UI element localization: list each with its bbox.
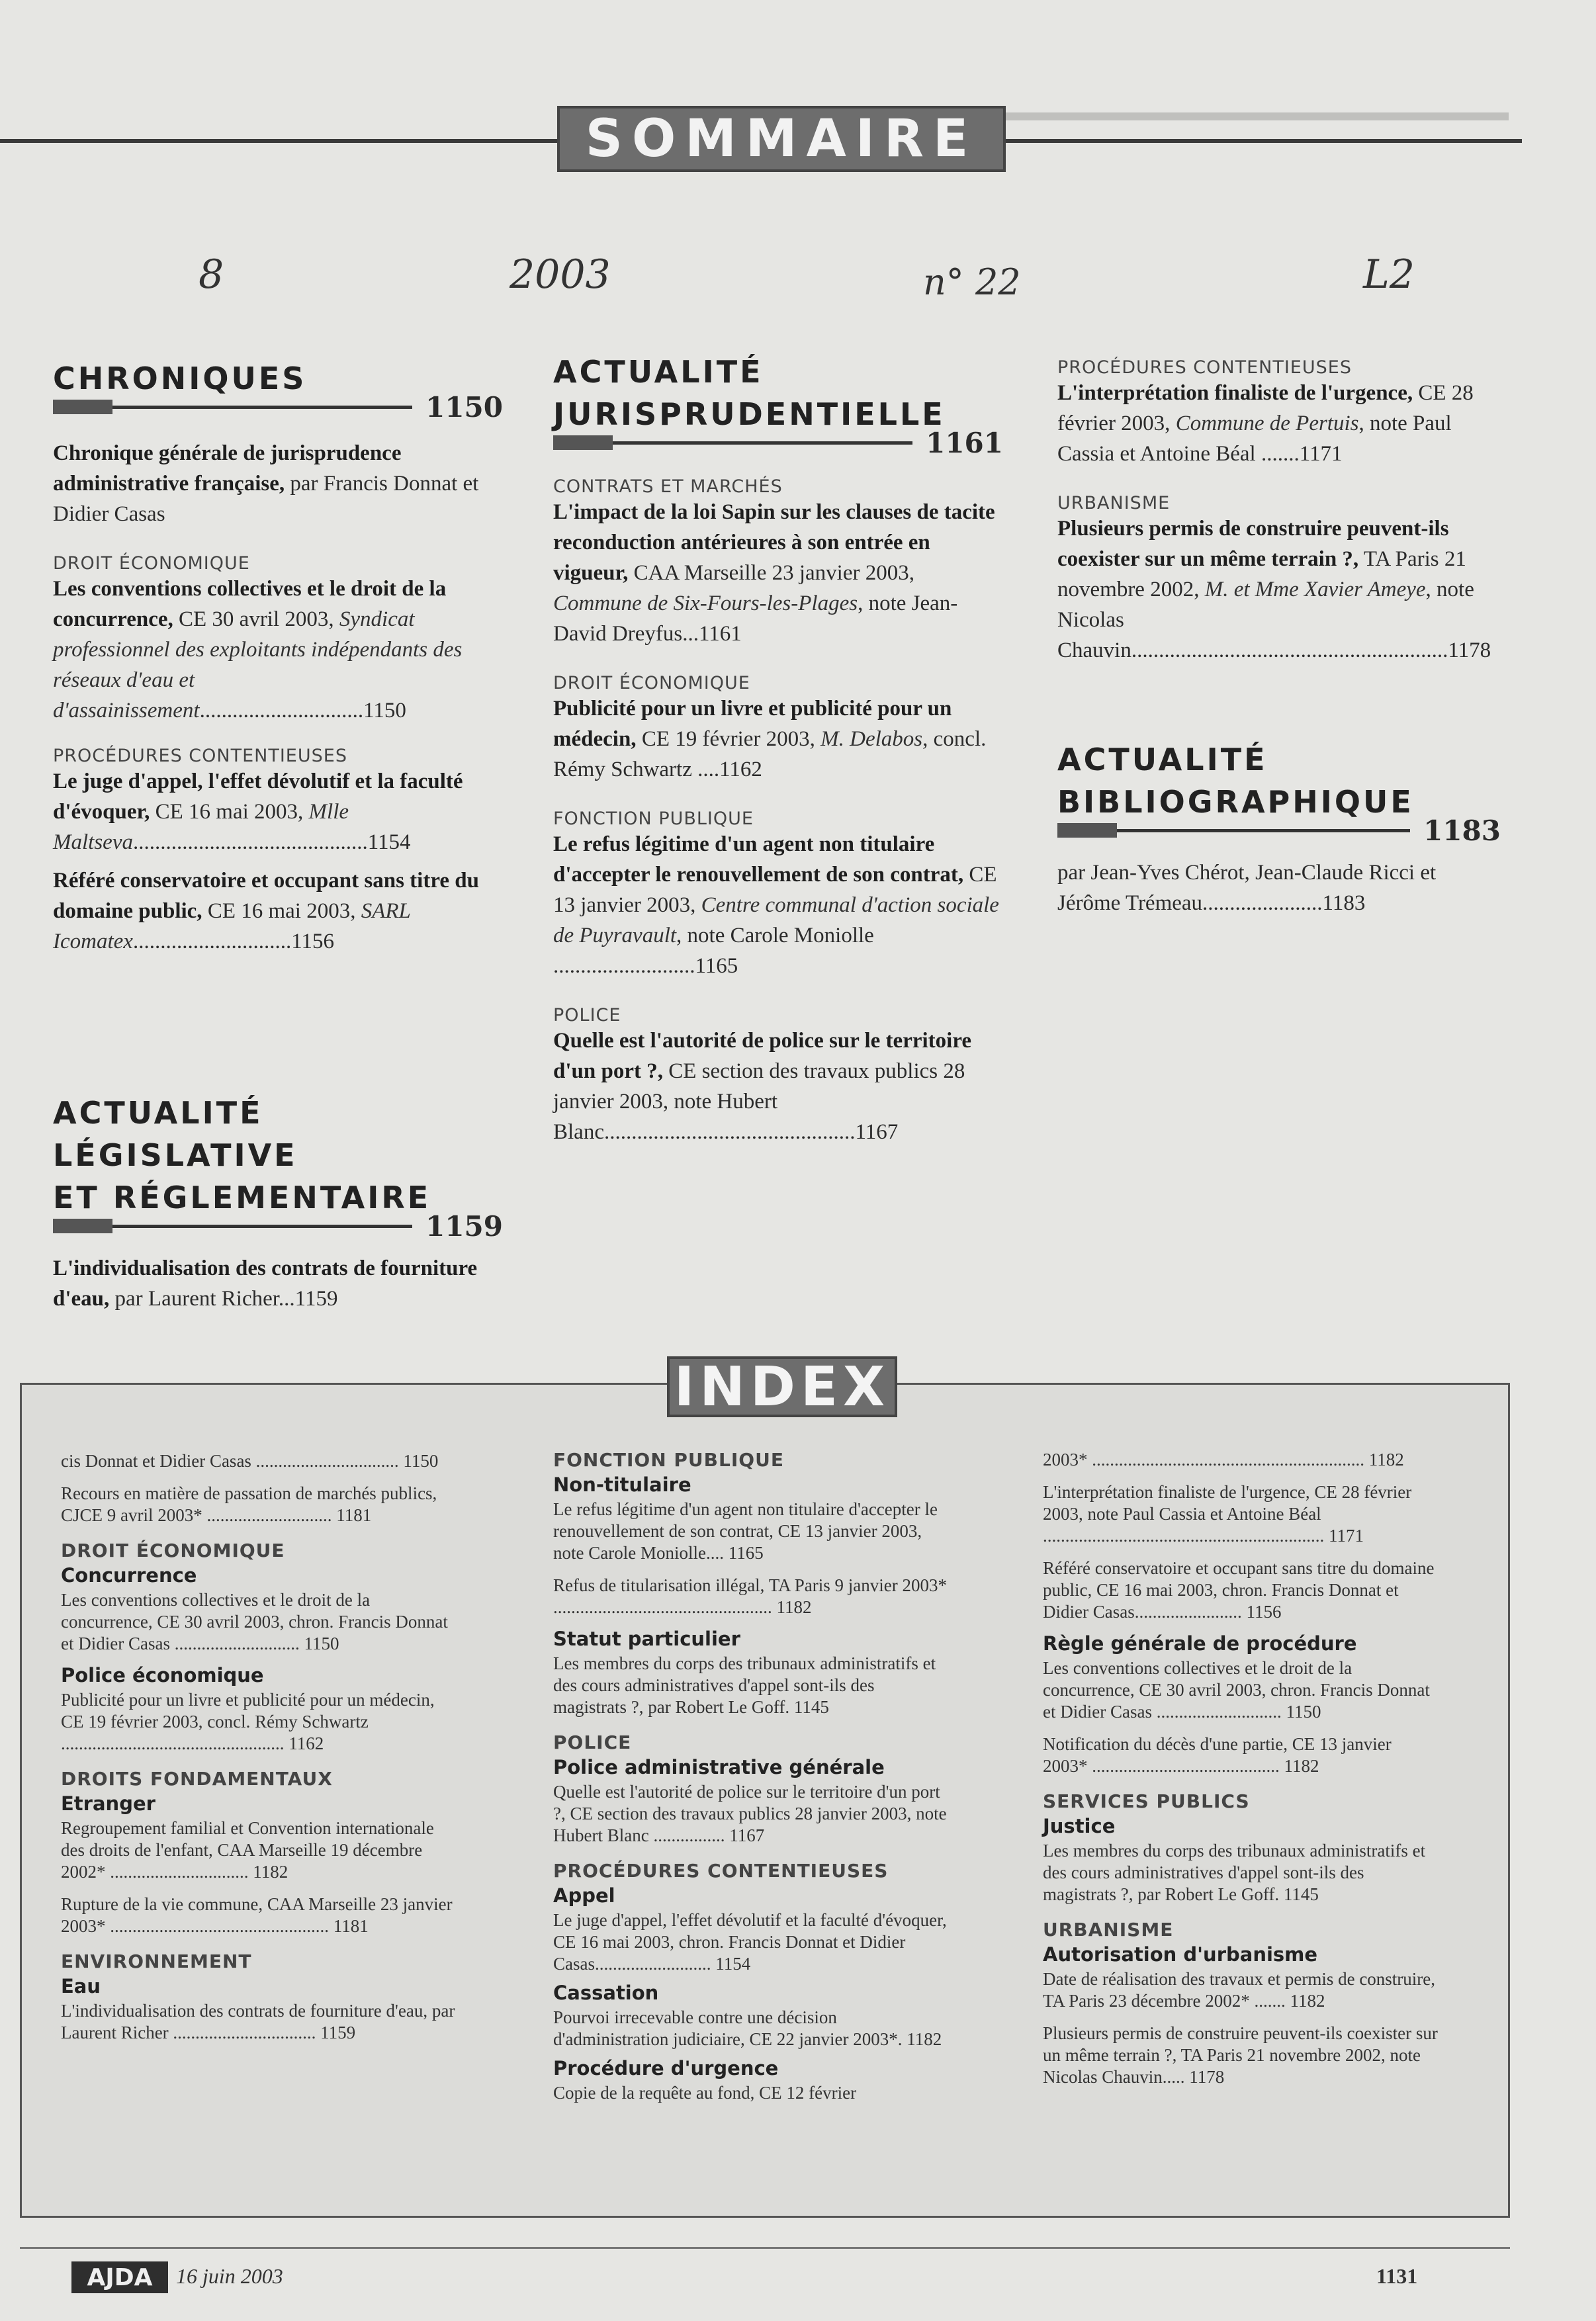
column-chroniques	[53, 357, 503, 957]
index-entry: Pourvoi irrecevable contre une décision d'administration judiciaire, CE 22 janvier 2003*. 1182	[553, 2007, 942, 2049]
footer-date: 16 juin 2003	[176, 2264, 283, 2288]
category-contrats: CONTRATS ET MARCHÉS	[553, 476, 783, 497]
heading-jurisprudentielle-1: ACTUALITÉ	[553, 354, 764, 390]
index-entry: Les membres du corps des tribunaux administratifs et des cours administratives d'appel sont-ils des magistrats ?, par Robert Le Goff. 1145	[1043, 1841, 1426, 1904]
category-droit-economique: DROIT ÉCONOMIQUE	[553, 673, 750, 693]
index-entry: Date de réalisation des travaux et permis de construire, TA Paris 23 décembre 2002* ....... 1182	[1043, 1969, 1436, 2011]
index-subheading: Non-titulaire	[553, 1473, 691, 1496]
handwritten-number: n° 22	[923, 261, 1021, 303]
index-entry: Publicité pour un livre et publicité pour un médecin, CE 19 février 2003, concl. Rémy Schwartz .................................................. 1162	[61, 1690, 435, 1753]
entry-loi-sapin: L'impact de la loi Sapin sur les clauses de tacite reconduction antérieures à son entrée en vigueur, CAA Marseille 23 janvier 2003, Commune de Six-Fours-les-Plages, note Jean-David Dreyfus...1161	[553, 500, 995, 646]
ajda-logo: AJDA	[71, 2261, 168, 2293]
header-rule-faint	[1006, 112, 1509, 120]
index-subheading: Police économique	[61, 1664, 264, 1686]
index-entry: Les membres du corps des tribunaux administratifs et des cours administratives d'appel sont-ils des magistrats ?, par Robert Le Goff. 1145	[553, 1653, 936, 1717]
index-category: PROCÉDURES CONTENTIEUSES	[553, 1860, 889, 1882]
index-subheading: Appel	[553, 1884, 615, 1907]
column-legislative	[53, 1092, 503, 1314]
index-subheading: Règle générale de procédure	[1043, 1632, 1357, 1655]
index-entry: Refus de titularisation illégal, TA Paris 9 janvier 2003* ................................................. 1182	[553, 1575, 947, 1617]
index-subheading: Concurrence	[61, 1564, 197, 1587]
entry-conventions: Les conventions collectives et le droit de la concurrence, CE 30 avril 2003, Syndicat professionnel des exploitants indépendants des réseaux d'eau et d'assainissement..............................1150	[53, 577, 463, 723]
index-banner	[667, 1356, 897, 1417]
index-category: FONCTION PUBLIQUE	[553, 1449, 784, 1471]
index-subheading: Statut particulier	[553, 1628, 740, 1650]
index-entry: Regroupement familial et Convention internationale des droits de l'enfant, CAA Marseille 19 décembre 2002* ............................... 1182	[61, 1818, 434, 1882]
index-entry: 2003* ............................................................. 1182	[1043, 1450, 1404, 1469]
index-entry: Plusieurs permis de construire peuvent-ils coexister sur un même terrain ?, TA Paris 21 novembre 2002, note Nicolas Chauvin..... 1178	[1043, 2023, 1438, 2087]
column-jurisprudentielle	[553, 351, 1003, 1147]
entry-bibliographie: par Jean-Yves Chérot, Jean-Claude Ricci et Jérôme Trémeau......................1183	[1057, 861, 1437, 915]
index-entry: L'individualisation des contrats de fourniture d'eau, par Laurent Richer ................................ 1159	[61, 2001, 455, 2042]
category-procedures: PROCÉDURES CONTENTIEUSES	[53, 746, 347, 766]
category-droit-economique: DROIT ÉCONOMIQUE	[53, 553, 250, 574]
entry-refus-legitime: Le refus légitime d'un agent non titulaire d'accepter le renouvellement de son contrat, CE 13 janvier 2003, Centre communal d'action sociale de Puyravault, note Carole Moniolle ..........................1165	[553, 832, 999, 978]
heading-bibliographique-1: ACTUALITÉ	[1057, 742, 1268, 777]
index-entry: Rupture de la vie commune, CAA Marseille 23 janvier 2003* ................................................. 1181	[61, 1894, 453, 1936]
index-entry: Le refus légitime d'un agent non titulaire d'accepter le renouvellement de son contrat, CE 13 janvier 2003, note Carole Moniolle.... 1165	[553, 1499, 938, 1563]
heading-bibliographique-2: BIBLIOGRAPHIQUE	[1057, 784, 1414, 820]
category-fonction-publique: FONCTION PUBLIQUE	[553, 809, 754, 829]
index-category: SERVICES PUBLICS	[1043, 1790, 1250, 1812]
index-entry: Recours en matière de passation de marchés publics, CJCE 9 avril 2003* ............................ 1181	[61, 1483, 437, 1525]
section-page: 1159	[425, 1209, 503, 1243]
entry-individualisation: L'individualisation des contrats de fourniture d'eau, par Laurent Richer...1159	[53, 1256, 478, 1311]
column-three	[1057, 357, 1501, 918]
entry-refere: Référé conservatoire et occupant sans titre du domaine public, CE 16 mai 2003, SARL Icomatex.............................1156	[53, 869, 479, 953]
index-category: DROIT ÉCONOMIQUE	[61, 1540, 285, 1561]
entry-publicite: Publicité pour un livre et publicité pour un médecin, CE 19 février 2003, M. Delabos, concl. Rémy Schwartz ....1162	[553, 697, 987, 781]
category-procedures: PROCÉDURES CONTENTIEUSES	[1057, 357, 1352, 378]
index-entry: Référé conservatoire et occupant sans titre du domaine public, CE 16 mai 2003, chron. Francis Donnat et Didier Casas........................ 1156	[1043, 1558, 1435, 1622]
index-subheading: Justice	[1043, 1815, 1116, 1837]
heading-legislative-2: ET RÉGLEMENTAIRE	[53, 1180, 431, 1215]
index-entry: Les conventions collectives et le droit de la concurrence, CE 30 avril 2003, chron. Francis Donnat et Didier Casas ............................ 1150	[1043, 1658, 1430, 1722]
category-police: POLICE	[553, 1005, 621, 1026]
handwritten-year: 2003	[510, 251, 611, 298]
heading-rule	[553, 426, 1003, 459]
footer-page-number: 1131	[1376, 2264, 1418, 2288]
sommaire-banner	[557, 106, 1006, 172]
index-category: URBANISME	[1043, 1919, 1174, 1941]
index-title: INDEX	[674, 1355, 891, 1419]
index-subheading: Police administrative générale	[553, 1756, 885, 1778]
index-column-2	[553, 1449, 950, 2104]
section-page: 1161	[926, 426, 1003, 459]
section-page: 1150	[425, 390, 503, 423]
entry-juge-appel: Le juge d'appel, l'effet dévolutif et la faculté d'évoquer, CE 16 mai 2003, Mlle Maltseva...........................................1154	[53, 769, 463, 854]
index-entry: Le juge d'appel, l'effet dévolutif et la faculté d'évoquer, CE 16 mai 2003, chron. Francis Donnat et Didier Casas.......................... 1154	[553, 1910, 947, 1974]
section-page: 1183	[1423, 814, 1501, 847]
entry-autorite-police: Quelle est l'autorité de police sur le territoire d'un port ?, CE section des travaux publics 28 janvier 2003, note Hubert Blanc..............................................1167	[553, 1029, 972, 1144]
heading-chroniques: CHRONIQUES	[53, 361, 307, 396]
heading-rule	[53, 1209, 503, 1243]
index-category: ENVIRONNEMENT	[61, 1950, 252, 1972]
sommaire-title: SOMMAIRE	[585, 109, 978, 169]
index-entry: Les conventions collectives et le droit de la concurrence, CE 30 avril 2003, chron. Francis Donnat et Didier Casas ............................ 1150	[61, 1590, 448, 1653]
index-category: DROITS FONDAMENTAUX	[61, 1768, 333, 1790]
index-column-1	[61, 1450, 458, 2044]
index-category: POLICE	[553, 1731, 632, 1753]
entry-chronique-generale: Chronique générale de jurisprudence administrative française, par Francis Donnat et Didier Casas	[53, 441, 479, 526]
index-column-3	[1043, 1449, 1440, 2088]
footer-rule	[20, 2247, 1510, 2249]
handwritten-tag: L2	[1363, 251, 1415, 298]
index-entry: Quelle est l'autorité de police sur le territoire d'un port ?, CE section des travaux publics 28 janvier 2003, note Hubert Blanc ................ 1167	[553, 1782, 947, 1845]
index-entry: L'interprétation finaliste de l'urgence, CE 28 février 2003, note Paul Cassia et Antoine Béal ............................................................... 1171	[1043, 1482, 1412, 1546]
index-entry: Copie de la requête au fond, CE 12 février	[553, 2083, 857, 2103]
entry-urgence: L'interprétation finaliste de l'urgence, CE 28 février 2003, Commune de Pertuis, note Paul Cassia et Antoine Béal .......1171	[1057, 381, 1474, 466]
index-subheading: Etranger	[61, 1792, 155, 1815]
heading-jurisprudentielle-2: JURISPRUDENTIELLE	[553, 396, 946, 432]
index-subheading: Procédure d'urgence	[553, 2057, 779, 2080]
index-entry: cis Donnat et Didier Casas ................................ 1150	[61, 1451, 439, 1471]
handwritten-issue: 8	[199, 251, 224, 298]
entry-permis: Plusieurs permis de construire peuvent-ils coexister sur un même terrain ?, TA Paris 21 novembre 2002, M. et Mme Xavier Ameye, note Nicolas Chauvin..........................................................1178	[1057, 517, 1491, 662]
heading-rule	[53, 390, 503, 423]
category-urbanisme: URBANISME	[1057, 493, 1171, 513]
index-entry: Notification du décès d'une partie, CE 13 janvier 2003* .......................................... 1182	[1043, 1734, 1392, 1776]
index-subheading: Cassation	[553, 1982, 659, 2004]
heading-legislative-1: ACTUALITÉ LÉGISLATIVE	[53, 1095, 298, 1173]
index-subheading: Eau	[61, 1975, 101, 1997]
index-subheading: Autorisation d'urbanisme	[1043, 1943, 1318, 1966]
heading-rule	[1057, 814, 1501, 847]
